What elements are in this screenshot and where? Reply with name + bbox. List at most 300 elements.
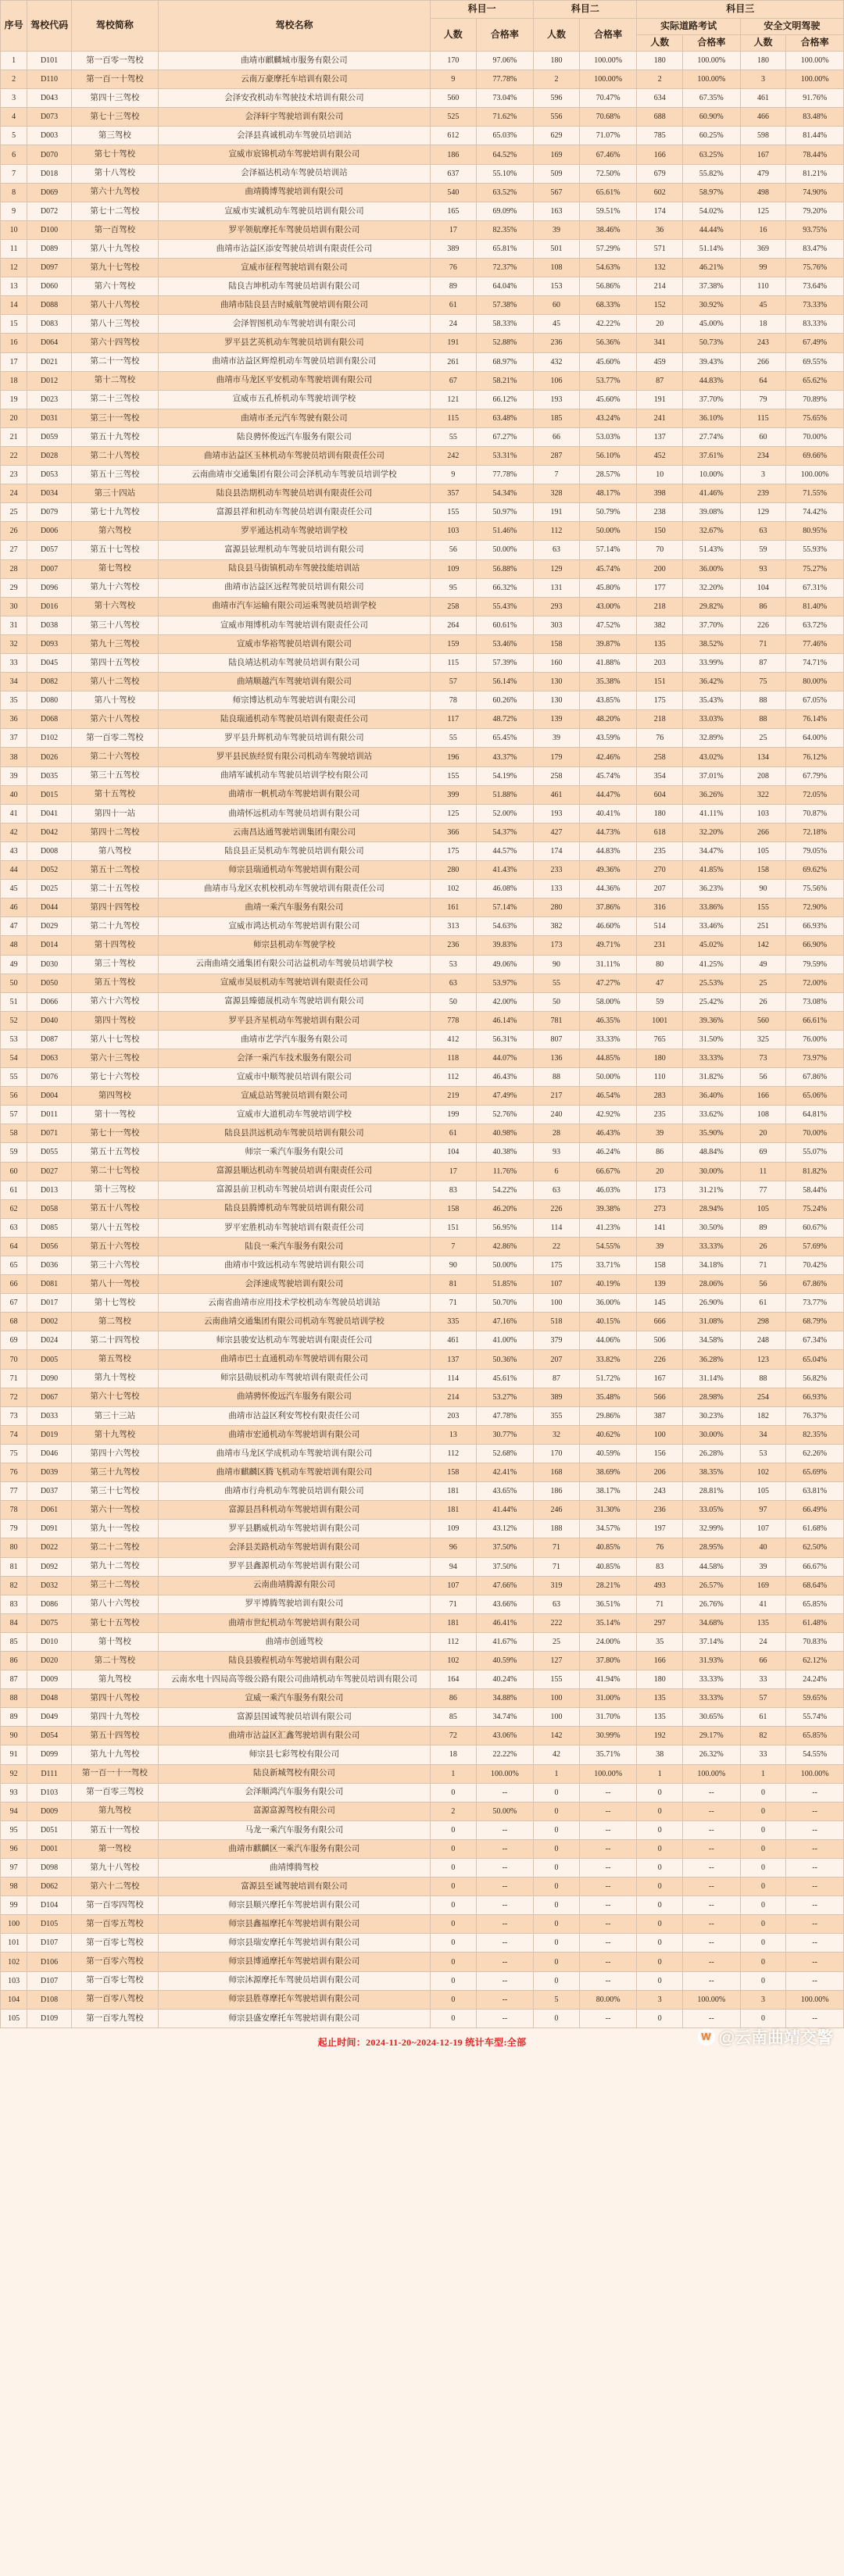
cell-abbr: 第三驾校 (71, 127, 158, 145)
cell-road-rate: 100.00% (683, 1764, 741, 1783)
cell-s1-rate: 53.97% (476, 974, 534, 992)
cell-s2-count: 45 (534, 315, 580, 334)
cell-code: D043 (27, 89, 72, 108)
cell-code: D054 (27, 1727, 72, 1745)
cell-s2-rate: 59.51% (579, 202, 637, 220)
cell-s1-count: 165 (431, 202, 477, 220)
cell-abbr: 第一百零三驾校 (71, 1783, 158, 1802)
cell-code: D062 (27, 1878, 72, 1896)
cell-s1-rate: 42.41% (476, 1463, 534, 1482)
cell-safety-rate: 69.55% (786, 352, 844, 371)
cell-s2-count: 217 (534, 1087, 580, 1106)
cell-road-rate: 32.99% (683, 1520, 741, 1538)
cell-code: D040 (27, 1011, 72, 1030)
cell-safety-rate: 80.95% (786, 522, 844, 541)
cell-road-rate: 32.67% (683, 522, 741, 541)
table-row (1, 1463, 844, 1482)
cell-safety-count: 123 (740, 1350, 786, 1369)
cell-name: 师宗县瑞通机动车驾驶培训有限公司 (158, 861, 430, 880)
cell-s2-count: 188 (534, 1520, 580, 1538)
cell-abbr: 第八十九驾校 (71, 239, 158, 258)
cell-s1-rate: 56.31% (476, 1030, 534, 1049)
cell-safety-rate: 100.00% (786, 70, 844, 89)
cell-s1-rate: 41.00% (476, 1331, 534, 1350)
cell-s2-rate: 42.92% (579, 1106, 637, 1124)
cell-s1-rate: 42.86% (476, 1237, 534, 1256)
cell-abbr: 第一百零七驾校 (71, 1934, 158, 1953)
cell-seq: 91 (1, 1745, 27, 1764)
cell-seq: 65 (1, 1256, 27, 1275)
cell-s2-rate: 50.00% (579, 1068, 637, 1087)
cell-s1-rate: 46.20% (476, 1199, 534, 1218)
cell-safety-count: 88 (740, 1369, 786, 1388)
table-row (1, 880, 844, 899)
cell-abbr: 第一百零七驾校 (71, 1971, 158, 1990)
cell-code: D106 (27, 1953, 72, 1971)
cell-name: 会泽速成驾驶培训有限公司 (158, 1275, 430, 1294)
table-row (1, 804, 844, 823)
cell-road-rate: 45.00% (683, 315, 741, 334)
table-row (1, 1595, 844, 1613)
cell-safety-rate: -- (786, 1802, 844, 1820)
cell-abbr: 第七十驾校 (71, 145, 158, 164)
cell-safety-rate: 61.48% (786, 1613, 844, 1632)
cell-road-rate: 26.57% (683, 1576, 741, 1595)
cell-code: D067 (27, 1388, 72, 1406)
cell-seq: 49 (1, 955, 27, 974)
cell-safety-count: 93 (740, 559, 786, 578)
cell-code: D090 (27, 1369, 72, 1388)
cell-seq: 64 (1, 1237, 27, 1256)
cell-s1-rate: 52.00% (476, 804, 534, 823)
cell-road-rate: 32.20% (683, 823, 741, 841)
cell-s2-count: 303 (534, 616, 580, 634)
cell-safety-rate: 65.85% (786, 1727, 844, 1745)
cell-road-rate: 31.93% (683, 1651, 741, 1670)
cell-safety-count: 69 (740, 1143, 786, 1162)
cell-safety-rate: 68.64% (786, 1576, 844, 1595)
cell-safety-count: 155 (740, 899, 786, 917)
table-row (1, 1106, 844, 1124)
cell-s1-rate: 57.39% (476, 654, 534, 673)
cell-seq: 57 (1, 1106, 27, 1124)
cell-seq: 99 (1, 1896, 27, 1915)
cell-road-count: 20 (637, 1162, 683, 1181)
cell-name: 曲靖市马龙区平安机动车驾驶培训有限公司 (158, 371, 430, 390)
table-row (1, 1878, 844, 1896)
cell-name: 陆良县马街镇机动车驾驶技能培训站 (158, 559, 430, 578)
cell-s2-rate: 46.60% (579, 917, 637, 936)
cell-road-count: 38 (637, 1745, 683, 1764)
cell-s1-count: 151 (431, 1218, 477, 1237)
cell-seq: 7 (1, 164, 27, 183)
cell-name: 曲靖市圣元汽车驾驶有限公司 (158, 409, 430, 427)
cell-safety-count: 3 (740, 70, 786, 89)
cell-s1-rate: 44.57% (476, 841, 534, 860)
cell-safety-count: 0 (740, 1839, 786, 1858)
cell-safety-count: 167 (740, 145, 786, 164)
cell-safety-rate: 67.79% (786, 766, 844, 785)
cell-road-count: 145 (637, 1294, 683, 1313)
cell-s2-count: 25 (534, 1632, 580, 1651)
cell-s2-count: 158 (534, 634, 580, 653)
cell-s1-count: 81 (431, 1275, 477, 1294)
cell-abbr: 第六十九驾校 (71, 183, 158, 202)
cell-safety-count: 53 (740, 1444, 786, 1463)
cell-road-count: 634 (637, 89, 683, 108)
cell-safety-rate: 81.21% (786, 164, 844, 183)
cell-s1-count: 115 (431, 654, 477, 673)
cell-s1-count: 107 (431, 1576, 477, 1595)
cell-safety-count: 115 (740, 409, 786, 427)
cell-s2-rate: 47.27% (579, 974, 637, 992)
cell-s2-rate: 46.24% (579, 1143, 637, 1162)
cell-name: 宣威市中顺驾驶员培训有限公司 (158, 1068, 430, 1087)
cell-road-count: 76 (637, 729, 683, 748)
table-row (1, 1087, 844, 1106)
cell-safety-rate: -- (786, 1878, 844, 1896)
cell-road-count: 238 (637, 503, 683, 522)
cell-road-rate: 45.02% (683, 936, 741, 955)
cell-safety-rate: 66.61% (786, 1011, 844, 1030)
cell-safety-count: 560 (740, 1011, 786, 1030)
cell-code: D027 (27, 1162, 72, 1181)
cell-s1-count: 137 (431, 1350, 477, 1369)
cell-name: 云南曲靖市交通集团有限公司会泽机动车驾驶员培训学校 (158, 466, 430, 484)
cell-seq: 73 (1, 1406, 27, 1425)
cell-name: 曲靖市马龙区学成机动车驾驶培训有限公司 (158, 1444, 430, 1463)
cell-s2-count: 174 (534, 841, 580, 860)
cell-road-rate: 28.06% (683, 1275, 741, 1294)
cell-code: D107 (27, 1971, 72, 1990)
table-row (1, 766, 844, 785)
cell-s1-count: 96 (431, 1538, 477, 1557)
cell-s2-rate: 46.03% (579, 1181, 637, 1199)
cell-s2-count: 5 (534, 1990, 580, 2009)
cell-safety-count: 266 (740, 352, 786, 371)
cell-road-rate: 38.35% (683, 1463, 741, 1482)
cell-safety-count: 64 (740, 371, 786, 390)
cell-abbr: 第五十一驾校 (71, 1820, 158, 1839)
cell-safety-rate: 67.86% (786, 1068, 844, 1087)
cell-road-rate: 36.00% (683, 559, 741, 578)
cell-code: D063 (27, 1049, 72, 1067)
cell-safety-rate: 74.71% (786, 654, 844, 673)
cell-code: D017 (27, 1294, 72, 1313)
weibo-logo-icon: W (698, 2028, 715, 2045)
cell-s1-rate: 47.16% (476, 1313, 534, 1331)
cell-s2-count: 293 (534, 597, 580, 616)
cell-s2-count: 88 (534, 1068, 580, 1087)
col-header-road-rate: 合格率 (683, 35, 741, 52)
cell-abbr: 第九十二驾校 (71, 1557, 158, 1576)
cell-safety-rate: 81.44% (786, 127, 844, 145)
cell-safety-rate: 65.62% (786, 371, 844, 390)
cell-s1-count: 85 (431, 1708, 477, 1727)
cell-seq: 41 (1, 804, 27, 823)
cell-safety-rate: 75.56% (786, 880, 844, 899)
cell-s1-count: 612 (431, 127, 477, 145)
cell-abbr: 第十七驾校 (71, 1294, 158, 1313)
cell-s2-rate: 35.48% (579, 1388, 637, 1406)
cell-s2-rate: -- (579, 1915, 637, 1934)
cell-abbr: 第四十八驾校 (71, 1689, 158, 1708)
cell-abbr: 第一百零二驾校 (71, 729, 158, 748)
cell-seq: 82 (1, 1576, 27, 1595)
cell-road-count: 139 (637, 1275, 683, 1294)
cell-abbr: 第十四驾校 (71, 936, 158, 955)
cell-name: 师宗一乘汽车服务有限公司 (158, 1143, 430, 1162)
table-row (1, 1256, 844, 1275)
cell-abbr: 第十九驾校 (71, 1425, 158, 1444)
cell-road-rate: -- (683, 1878, 741, 1896)
cell-code: D081 (27, 1275, 72, 1294)
cell-road-rate: 48.84% (683, 1143, 741, 1162)
cell-s1-count: 313 (431, 917, 477, 936)
cell-s1-count: 61 (431, 296, 477, 315)
cell-s1-rate: 50.70% (476, 1294, 534, 1313)
cell-safety-rate: 70.42% (786, 1256, 844, 1275)
cell-safety-rate: 79.59% (786, 955, 844, 974)
cell-code: D064 (27, 334, 72, 352)
cell-road-rate: 36.28% (683, 1350, 741, 1369)
cell-seq: 14 (1, 296, 27, 315)
table-row (1, 974, 844, 992)
cell-seq: 72 (1, 1388, 27, 1406)
cell-s2-count: 179 (534, 748, 580, 766)
cell-abbr: 第六十八驾校 (71, 710, 158, 729)
cell-safety-count: 0 (740, 1820, 786, 1839)
cell-code: D037 (27, 1482, 72, 1501)
cell-road-rate: 37.61% (683, 446, 741, 465)
table-row (1, 390, 844, 409)
cell-name: 陆良县腾博机动车驾驶员培训有限公司 (158, 1199, 430, 1218)
cell-s2-count: 0 (534, 1934, 580, 1953)
cell-code: D083 (27, 315, 72, 334)
cell-s2-rate: -- (579, 1878, 637, 1896)
cell-seq: 25 (1, 503, 27, 522)
cell-name: 曲靖市中致远机动车驾驶培训有限公司 (158, 1256, 430, 1275)
cell-s1-rate: 34.88% (476, 1689, 534, 1708)
cell-seq: 53 (1, 1030, 27, 1049)
cell-seq: 101 (1, 1934, 27, 1953)
cell-road-count: 243 (637, 1482, 683, 1501)
cell-name: 师宗博达机动车驾驶培训有限公司 (158, 691, 430, 710)
cell-s2-rate: 45.80% (579, 578, 637, 597)
table-row (1, 164, 844, 183)
table-row (1, 899, 844, 917)
cell-s2-rate: 50.79% (579, 503, 637, 522)
cell-s1-count: 412 (431, 1030, 477, 1049)
cell-s1-rate: 50.00% (476, 1256, 534, 1275)
cell-s1-count: 56 (431, 541, 477, 559)
cell-road-rate: 41.11% (683, 804, 741, 823)
cell-safety-rate: 67.34% (786, 1331, 844, 1350)
cell-safety-count: 24 (740, 1632, 786, 1651)
cell-seq: 105 (1, 2009, 27, 2028)
cell-code: D080 (27, 691, 72, 710)
cell-road-rate: 35.90% (683, 1124, 741, 1143)
cell-road-rate: -- (683, 1896, 741, 1915)
cell-safety-rate: -- (786, 1971, 844, 1990)
cell-road-count: 231 (637, 936, 683, 955)
cell-s2-rate: 53.77% (579, 371, 637, 390)
cell-safety-rate: 73.97% (786, 1049, 844, 1067)
cell-road-rate: 31.14% (683, 1369, 741, 1388)
cell-safety-rate: 70.00% (786, 1124, 844, 1143)
cell-s2-rate: 46.43% (579, 1124, 637, 1143)
cell-safety-count: 105 (740, 841, 786, 860)
cell-s1-count: 0 (431, 1915, 477, 1934)
cell-s2-rate: -- (579, 1802, 637, 1820)
cell-seq: 42 (1, 823, 27, 841)
table-row (1, 108, 844, 127)
cell-road-count: 0 (637, 1839, 683, 1858)
cell-seq: 23 (1, 466, 27, 484)
cell-road-rate: 28.98% (683, 1388, 741, 1406)
cell-abbr: 第六十一驾校 (71, 1501, 158, 1520)
col-header-subject-3: 科目三 (637, 1, 844, 19)
cell-code: D050 (27, 974, 72, 992)
cell-safety-rate: 55.07% (786, 1143, 844, 1162)
cell-road-rate: 36.40% (683, 1087, 741, 1106)
cell-s1-rate: 53.46% (476, 634, 534, 653)
cell-s1-rate: -- (476, 2009, 534, 2028)
cell-safety-count: 466 (740, 108, 786, 127)
cell-abbr: 第一百一十一驾校 (71, 1764, 158, 1783)
cell-s2-rate: 44.83% (579, 841, 637, 860)
cell-code: D024 (27, 1331, 72, 1350)
cell-road-count: 0 (637, 1953, 683, 1971)
cell-s2-count: 71 (534, 1538, 580, 1557)
cell-safety-rate: 100.00% (786, 1990, 844, 2009)
cell-s1-count: 72 (431, 1727, 477, 1745)
cell-road-rate: 43.02% (683, 748, 741, 766)
cell-code: D041 (27, 804, 72, 823)
cell-abbr: 第一驾校 (71, 1839, 158, 1858)
cell-road-count: 214 (637, 277, 683, 296)
cell-road-count: 39 (637, 1237, 683, 1256)
col-header-seq: 序号 (1, 1, 27, 52)
cell-road-count: 0 (637, 1878, 683, 1896)
cell-s1-count: 0 (431, 1859, 477, 1878)
table-row (1, 1425, 844, 1444)
cell-abbr: 第八十七驾校 (71, 1030, 158, 1049)
cell-safety-count: 135 (740, 1613, 786, 1632)
cell-s2-count: 6 (534, 1162, 580, 1181)
cell-s1-count: 175 (431, 841, 477, 860)
table-row (1, 1896, 844, 1915)
cell-seq: 9 (1, 202, 27, 220)
cell-safety-rate: 83.33% (786, 315, 844, 334)
cell-safety-rate: 100.00% (786, 1764, 844, 1783)
cell-s1-rate: 50.00% (476, 1802, 534, 1820)
cell-road-count: 571 (637, 239, 683, 258)
cell-s1-count: 0 (431, 1953, 477, 1971)
cell-safety-rate: 73.64% (786, 277, 844, 296)
cell-s1-rate: -- (476, 1878, 534, 1896)
cell-seq: 79 (1, 1520, 27, 1538)
cell-name: 宣威市征程驾驶培训有限公司 (158, 259, 430, 277)
cell-s1-count: 203 (431, 1406, 477, 1425)
cell-road-rate: 46.21% (683, 259, 741, 277)
cell-code: D052 (27, 861, 72, 880)
cell-code: D061 (27, 1501, 72, 1520)
cell-abbr: 第二驾校 (71, 1313, 158, 1331)
cell-s1-rate: 52.88% (476, 334, 534, 352)
cell-safety-count: 248 (740, 1331, 786, 1350)
cell-s1-rate: 69.09% (476, 202, 534, 220)
cell-road-rate: 28.94% (683, 1199, 741, 1218)
cell-s1-count: 104 (431, 1143, 477, 1162)
cell-s1-rate: 50.97% (476, 503, 534, 522)
cell-road-count: 235 (637, 1106, 683, 1124)
cell-s1-rate: 58.33% (476, 315, 534, 334)
cell-s1-rate: 47.78% (476, 1406, 534, 1425)
cell-road-count: 514 (637, 917, 683, 936)
cell-road-rate: 51.14% (683, 239, 741, 258)
cell-road-rate: 33.86% (683, 899, 741, 917)
cell-safety-count: 60 (740, 427, 786, 446)
cell-safety-rate: 93.75% (786, 220, 844, 239)
cell-safety-count: 180 (740, 52, 786, 70)
cell-safety-count: 25 (740, 974, 786, 992)
cell-name: 宣威市实诚机动车驾驶员培训有限公司 (158, 202, 430, 220)
cell-s2-rate: 31.30% (579, 1501, 637, 1520)
cell-s2-count: 7 (534, 466, 580, 484)
cell-abbr: 第三十四站 (71, 484, 158, 503)
table-row (1, 1764, 844, 1783)
cell-s1-count: 76 (431, 259, 477, 277)
cell-road-rate: 30.50% (683, 1218, 741, 1237)
cell-road-count: 2 (637, 70, 683, 89)
cell-s2-rate: 35.71% (579, 1745, 637, 1764)
cell-seq: 80 (1, 1538, 27, 1557)
cell-name: 师宗县博通摩托车驾驶培训有限公司 (158, 1953, 430, 1971)
cell-s2-count: 193 (534, 390, 580, 409)
cell-s2-rate: 36.51% (579, 1595, 637, 1613)
cell-abbr: 第二十三驾校 (71, 390, 158, 409)
cell-s2-rate: 37.86% (579, 899, 637, 917)
cell-code: D005 (27, 1350, 72, 1369)
cell-s2-count: 781 (534, 1011, 580, 1030)
cell-safety-rate: 81.40% (786, 597, 844, 616)
table-row (1, 352, 844, 371)
cell-code: D111 (27, 1764, 72, 1783)
cell-s1-rate: 65.81% (476, 239, 534, 258)
cell-s2-rate: 37.80% (579, 1651, 637, 1670)
table-row (1, 239, 844, 258)
cell-abbr: 第二十六驾校 (71, 748, 158, 766)
cell-safety-count: 25 (740, 729, 786, 748)
cell-abbr: 第十一驾校 (71, 1106, 158, 1124)
cell-road-rate: 30.92% (683, 296, 741, 315)
cell-road-rate: 34.18% (683, 1256, 741, 1275)
cell-road-count: 688 (637, 108, 683, 127)
cell-s2-rate: 33.82% (579, 1350, 637, 1369)
cell-abbr: 第七十三驾校 (71, 108, 158, 127)
cell-seq: 31 (1, 616, 27, 634)
cell-s2-rate: 40.62% (579, 1425, 637, 1444)
cell-s2-rate: 66.67% (579, 1162, 637, 1181)
cell-name: 陆良骋怀俊远汽车服务有限公司 (158, 427, 430, 446)
cell-name: 宣威市翔博机动车驾驶培训有限责任公司 (158, 616, 430, 634)
cell-safety-rate: 55.93% (786, 541, 844, 559)
cell-road-count: 110 (637, 1068, 683, 1087)
cell-road-rate: 33.03% (683, 710, 741, 729)
cell-abbr: 第八十三驾校 (71, 315, 158, 334)
cell-s2-rate: 43.24% (579, 409, 637, 427)
